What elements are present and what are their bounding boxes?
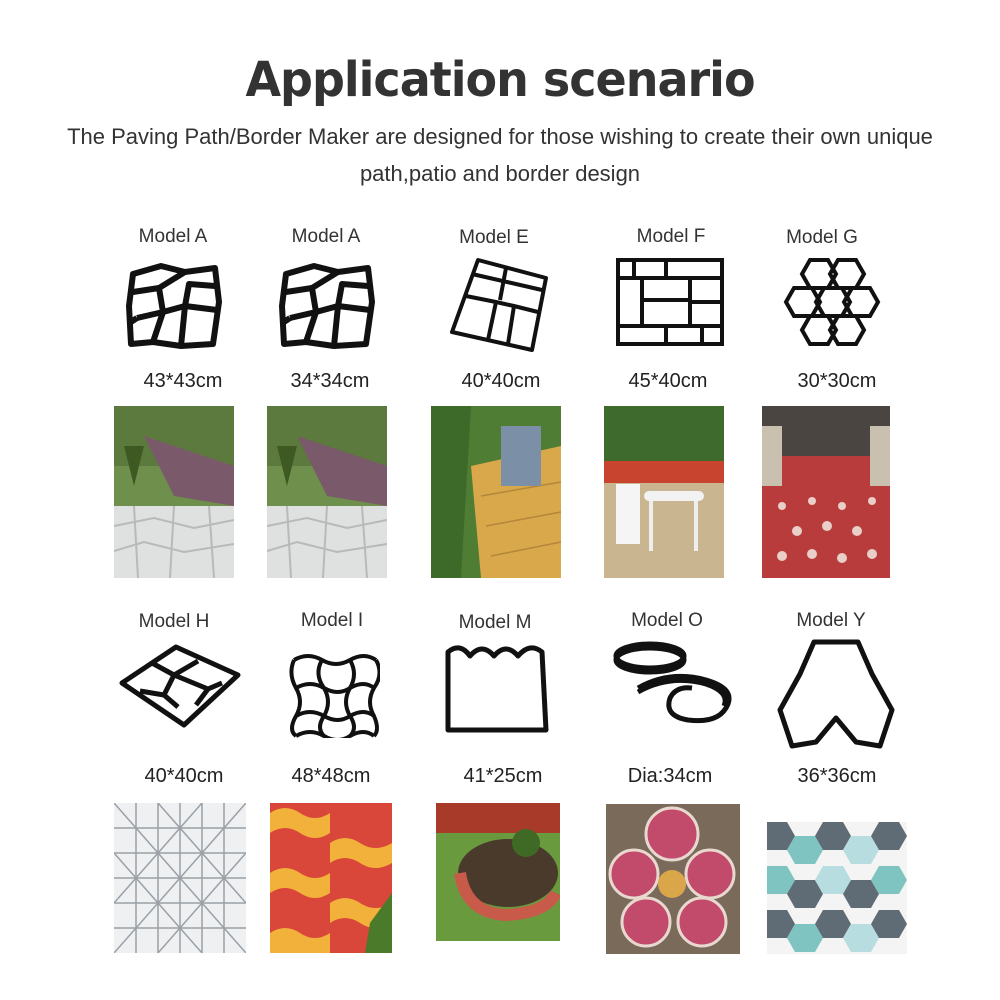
photo-red-yellow-wave-tiles [270,803,392,953]
mold-f-icon [614,256,726,348]
size-label-a-43: 43*43cm [143,370,223,392]
size-label-m: 41*25cm [463,765,543,787]
size-label-o: Dia:34cm [627,765,713,787]
model-label-g: Model G [786,227,858,248]
model-label-o: Model O [631,610,703,631]
mold-e-icon [448,256,550,352]
size-label-a-34: 34*34cm [290,370,370,392]
size-label-i: 48*48cm [291,765,371,787]
subtitle-line-1: The Paving Path/Border Maker are designed for those wishing to create their own unique [67,124,933,149]
mold-y-icon [776,638,896,754]
photo-round-mosaic-stones [606,804,740,954]
model-label-y: Model Y [796,610,866,631]
model-label-i: Model I [300,610,364,631]
mold-a-34-icon [276,262,376,350]
photo-garden-path-a43 [114,406,234,578]
size-label-f: 45*40cm [628,370,708,392]
photo-garden-path-a34 [267,406,387,578]
size-label-y: 36*36cm [797,765,877,787]
model-label-a-34: Model A [291,226,361,247]
subtitle-line-2: path,patio and border design [359,161,641,186]
model-label-m: Model M [458,612,532,633]
page-title: Application scenario [245,50,755,108]
photo-white-geometric-tiles [114,803,246,953]
size-label-h: 40*40cm [144,765,224,787]
mold-i-icon [288,652,380,738]
photo-red-hexagon-path [762,406,890,578]
model-label-a-43: Model A [138,226,208,247]
photo-bench-yellow-path [431,406,561,578]
photo-y-shape-tiles [767,822,907,954]
model-label-f: Model F [636,226,706,247]
model-label-h: Model H [138,611,210,632]
photo-patio-chairs [604,406,724,578]
photo-border-garden-bed [436,803,560,941]
mold-g-icon [780,256,884,348]
mold-h-icon [118,643,242,729]
size-label-g: 30*30cm [797,370,877,392]
mold-o-icon [610,640,734,726]
model-label-e: Model E [459,227,529,248]
size-label-e: 40*40cm [461,370,541,392]
mold-m-icon [442,642,554,734]
mold-a-43-icon [123,262,223,350]
